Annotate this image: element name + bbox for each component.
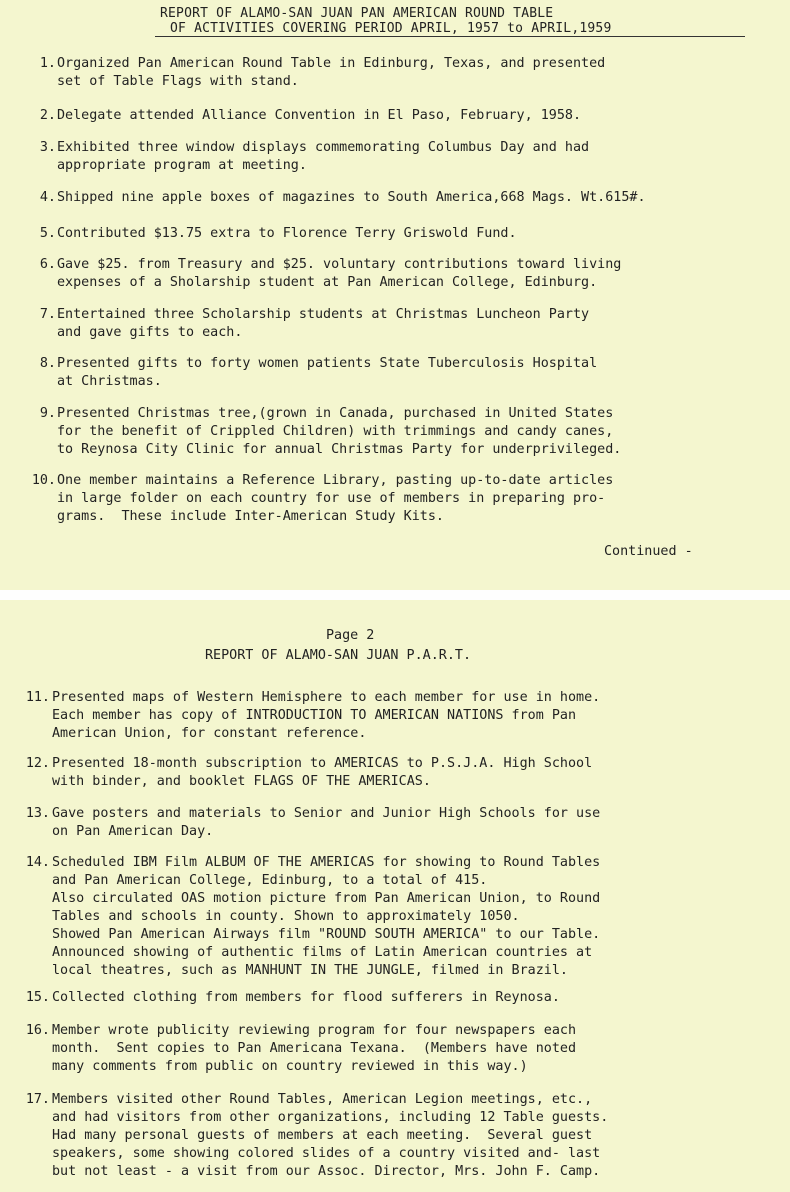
report-title-line-2: OF ACTIVITIES COVERING PERIOD APRIL, 1957 to APRIL,1959 [170, 21, 612, 36]
item-number: 1. [39, 56, 56, 71]
item-text-line: for the benefit of Crippled Children) with trimmings and candy canes, [57, 424, 614, 439]
page-2-heading: REPORT OF ALAMO-SAN JUAN P.A.R.T. [205, 648, 472, 663]
continued-note: Continued - [604, 544, 693, 559]
page-separator [0, 590, 790, 600]
item-number: 5. [39, 226, 56, 241]
report-item-10 [22, 472, 782, 526]
item-text-line: Presented maps of Western Hemisphere to each member for use in home. [52, 690, 601, 705]
report-item-12 [22, 755, 782, 791]
item-number: 15. [25, 990, 50, 1005]
item-text-line: local theatres, such as MANHUNT IN THE JUNGLE, filmed in Brazil. [52, 963, 568, 978]
report-page-2 [0, 600, 790, 1192]
item-text-line: Organized Pan American Round Table in Edinburg, Texas, and presented [57, 56, 606, 71]
item-number: 17. [25, 1092, 50, 1107]
item-number: 4. [39, 190, 56, 205]
item-text-line: Had many personal guests of members at each meeting. Several guest [52, 1128, 593, 1143]
report-title-line-1: REPORT OF ALAMO-SAN JUAN PAN AMERICAN ROUND TABLE [160, 6, 554, 21]
item-text-line: Also circulated OAS motion picture from Pan American Union, to Round [52, 891, 601, 906]
item-number: 11. [25, 690, 50, 705]
item-text-line: with binder, and booklet FLAGS OF THE AMERICAS. [52, 774, 431, 789]
item-text-line: and Pan American College, Edinburg, to a total of 415. [52, 873, 488, 888]
item-text-line: Exhibited three window displays commemorating Columbus Day and had [57, 140, 590, 155]
item-text-line: at Christmas. [57, 374, 162, 389]
report-item-6 [22, 256, 782, 292]
item-text-line: Gave posters and materials to Senior and Junior High Schools for use [52, 806, 601, 821]
item-text-line: Delegate attended Alliance Convention in El Paso, February, 1958. [57, 108, 582, 123]
report-item-15 [22, 989, 782, 1007]
item-number: 12. [25, 756, 50, 771]
item-text-line: Announced showing of authentic films of Latin American countries at [52, 945, 593, 960]
report-item-13 [22, 805, 782, 841]
item-number: 3. [39, 140, 56, 155]
item-text-line: Tables and schools in county. Shown to approximately 1050. [52, 909, 520, 924]
item-number: 10. [31, 473, 56, 488]
item-text-line: expenses of a Sholarship student at Pan American College, Edinburg. [57, 275, 598, 290]
item-text-line: Collected clothing from members for flood sufferers in Reynosa. [52, 990, 560, 1005]
item-text-line: Showed Pan American Airways film "ROUND SOUTH AMERICA" to our Table. [52, 927, 601, 942]
item-text-line: Gave $25. from Treasury and $25. voluntary contributions toward living [57, 257, 622, 272]
item-text-line: but not least - a visit from our Assoc. Director, Mrs. John F. Camp. [52, 1164, 601, 1179]
report-item-7 [22, 306, 782, 342]
item-text-line: on Pan American Day. [52, 824, 214, 839]
report-item-9 [22, 405, 782, 459]
item-text-line: set of Table Flags with stand. [57, 74, 299, 89]
item-text-line: Presented gifts to forty women patients State Tuberculosis Hospital [57, 356, 598, 371]
item-text-line: Member wrote publicity reviewing program for four newspapers each [52, 1023, 577, 1038]
item-text-line: American Union, for constant reference. [52, 726, 367, 741]
item-text-line: speakers, some showing colored slides of a country visited and- last [52, 1146, 601, 1161]
report-item-16 [22, 1022, 782, 1076]
report-item-2 [22, 107, 782, 125]
report-page-1 [0, 0, 790, 590]
item-number: 16. [25, 1023, 50, 1038]
item-text-line: Entertained three Scholarship students at Christmas Luncheon Party [57, 307, 590, 322]
item-text-line: Members visited other Round Tables, American Legion meetings, etc., [52, 1092, 593, 1107]
report-item-14 [22, 854, 782, 980]
item-text-line: to Reynosa City Clinic for annual Christmas Party for underprivileged. [57, 442, 622, 457]
item-text-line: and had visitors from other organizations, including 12 Table guests. [52, 1110, 609, 1125]
report-item-3 [22, 139, 782, 175]
item-text-line: One member maintains a Reference Library, pasting up-to-date articles [57, 473, 614, 488]
item-number: 7. [39, 307, 56, 322]
item-text-line: Scheduled IBM Film ALBUM OF THE AMERICAS for showing to Round Tables [52, 855, 601, 870]
page-number-label: Page 2 [326, 628, 375, 643]
item-text-line: grams. These include Inter-American Study Kits. [57, 509, 444, 524]
item-number: 13. [25, 806, 50, 821]
report-item-8 [22, 355, 782, 391]
item-number: 14. [25, 855, 50, 870]
report-item-11 [22, 689, 782, 743]
title-underline [155, 36, 745, 37]
item-number: 8. [39, 356, 56, 371]
item-text-line: Presented 18-month subscription to AMERICAS to P.S.J.A. High School [52, 756, 593, 771]
item-number: 2. [39, 108, 56, 123]
item-text-line: Contributed $13.75 extra to Florence Terry Griswold Fund. [57, 226, 517, 241]
item-text-line: Shipped nine apple boxes of magazines to South America,668 Mags. Wt.615#. [57, 190, 646, 205]
item-text-line: in large folder on each country for use of members in preparing pro- [57, 491, 606, 506]
report-item-4 [22, 189, 782, 207]
item-text-line: many comments from public on country reviewed in this way.) [52, 1059, 528, 1074]
report-item-5 [22, 225, 782, 243]
item-number: 9. [39, 406, 56, 421]
item-number: 6. [39, 257, 56, 272]
item-text-line: appropriate program at meeting. [57, 158, 307, 173]
item-text-line: Presented Christmas tree,(grown in Canada, purchased in United States [57, 406, 614, 421]
report-item-17 [22, 1091, 782, 1181]
item-text-line: month. Sent copies to Pan Americana Texana. (Members have noted [52, 1041, 577, 1056]
report-item-1 [22, 55, 782, 91]
item-text-line: Each member has copy of INTRODUCTION TO AMERICAN NATIONS from Pan [52, 708, 577, 723]
item-text-line: and gave gifts to each. [57, 325, 243, 340]
